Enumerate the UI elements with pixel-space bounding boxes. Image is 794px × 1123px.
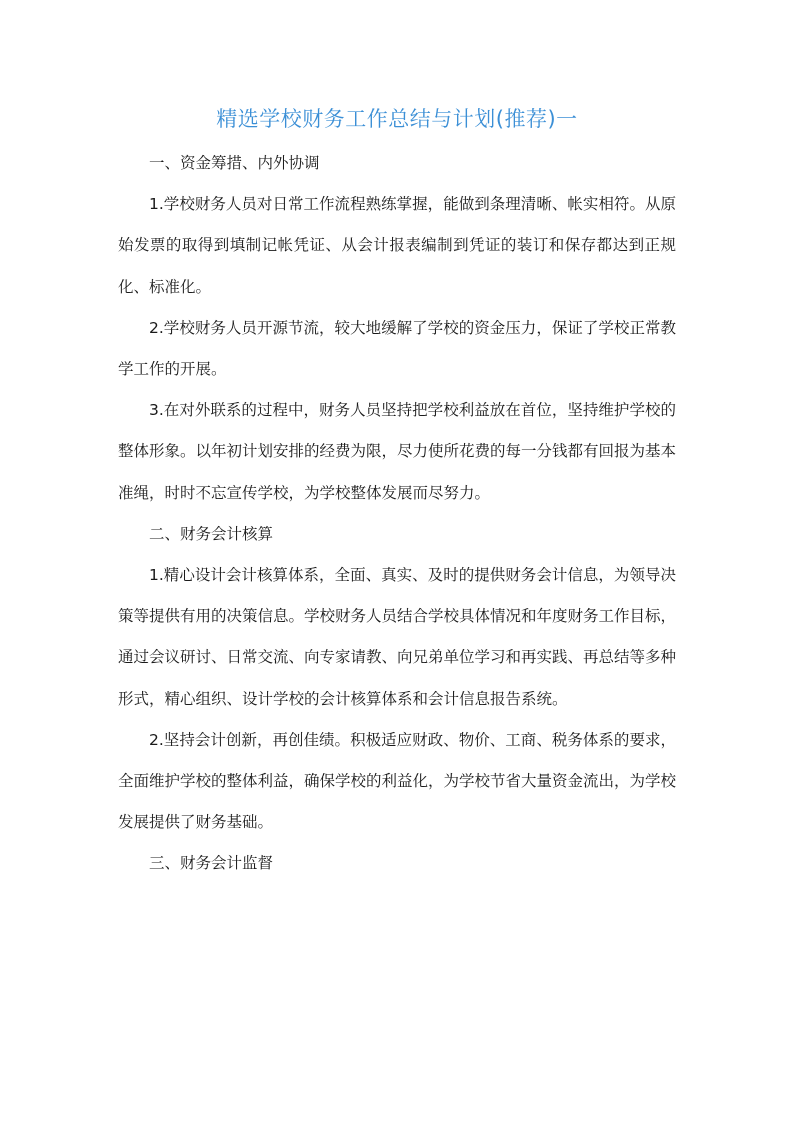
section-heading-3: 三、财务会计监督 [149,854,274,873]
section-heading-2: 二、财务会计核算 [149,524,274,543]
paragraph-2-2: 2.坚持会计创新，再创佳绩。积极适应财政、物价、工商、税务体系的要求，全面维护学校的整体利益，确保学校的利益化，为学校节省大量资金流出，为学校发展提供了财务基础。 [118,730,677,832]
paragraph-1-3: 3.在对外联系的过程中，财务人员坚持把学校利益放在首位，坚持维护学校的整体形象。以年初计划安排的经费为限，尽力使所花费的每一分钱都有回报为基本准绳，时时不忘宣传学校，为学校整体发展而尽努力。 [118,401,677,502]
paragraph-2-1: 1.精心设计会计核算体系，全面、真实、及时的提供财务会计信息，为领导决策等提供有用的决策信息。学校财务人员结合学校具体情况和年度财务工作目标，通过会议研讨、日常交流、向专家请教、向兄弟单位学习和再实践、再总结等多种形式，精心组织、设计学校的会计核算体系和会计信息报告系统。 [118,566,677,708]
document-title: 精选学校财务工作总结与计划(推荐)一 [216,107,578,131]
paragraph-1-2: 2.学校财务人员开源节流，较大地缓解了学校的资金压力，保证了学校正常教学工作的开展。 [118,318,676,379]
paragraph-1-1: 1.学校财务人员对日常工作流程熟练掌握，能做到条理清晰、帐实相符。从原始发票的取得到填制记帐凭证、从会计报表编制到凭证的装订和保存都达到正规化、标准化。 [118,195,676,296]
section-heading-1: 一、资金筹措、内外协调 [149,154,320,172]
document-body [118,143,676,885]
